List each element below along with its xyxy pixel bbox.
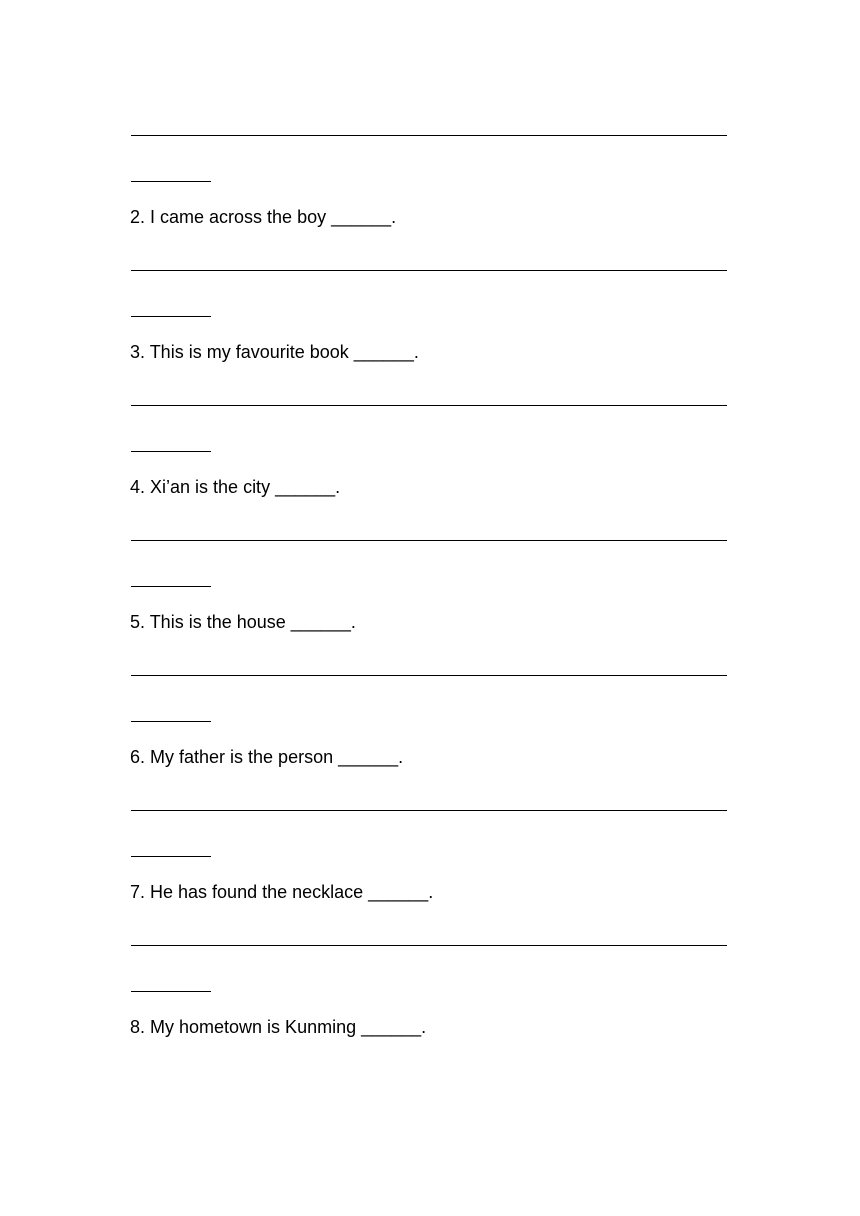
answer-line (131, 405, 727, 406)
exercise-item-7: 7. He has found the necklace ______. (130, 882, 434, 902)
answer-line-short (131, 451, 211, 452)
exercise-item-3: 3. This is my favourite book ______. (130, 342, 419, 362)
answer-line (131, 945, 727, 946)
answer-line-short (131, 586, 211, 587)
answer-line (131, 135, 727, 136)
answer-line (131, 810, 727, 811)
answer-line (131, 270, 727, 271)
answer-line-short (131, 856, 211, 857)
exercise-item-4: 4. Xi’an is the city ______. (130, 477, 341, 497)
exercise-item-2: 2. I came across the boy ______. (130, 207, 397, 227)
answer-line (131, 675, 727, 676)
answer-line-short (131, 181, 211, 182)
exercise-item-8: 8. My hometown is Kunming ______. (130, 1017, 427, 1037)
exercise-item-5: 5. This is the house ______. (130, 612, 356, 632)
answer-line-short (131, 316, 211, 317)
exercise-item-6: 6. My father is the person ______. (130, 747, 404, 767)
answer-line (131, 540, 727, 541)
answer-line-short (131, 721, 211, 722)
answer-line-short (131, 991, 211, 992)
